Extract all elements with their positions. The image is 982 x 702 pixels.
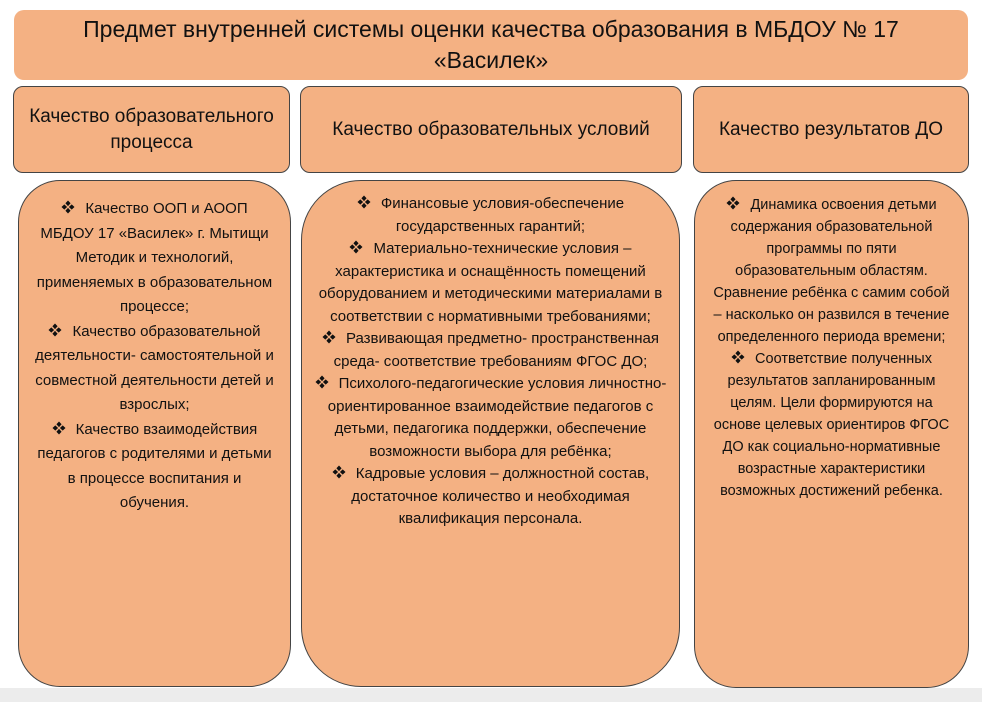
list-item	[312, 328, 669, 373]
content-box-conditions	[301, 180, 680, 687]
list-item	[312, 238, 669, 328]
list-item-text: Развивающая предметно- пространственная среда- соответствие требованиям ФГОС ДО;	[333, 330, 659, 370]
list-item-text: Динамика освоения детьми содержания образовательной программы по пяти образовательным областям. Сравнение ребёнка с самим собой – насколько он развился в течение определенного периода времени;	[713, 197, 950, 345]
list-item-text: Качество взаимодействия педагогов с родителями и детьми в процессе воспитания и обучения.	[37, 420, 272, 511]
header-conditions-quality-text: Качество образовательных условий	[332, 118, 650, 140]
list-item-text: Соответствие полученных результатов запланированным целям. Цели формируются на основе целевых ориентиров ФГОС ДО как социально-нормативные возрастные характеристики возможных достижений ребенка.	[713, 351, 950, 499]
diamond-bullet-icon	[315, 375, 329, 389]
list-item-text: Психолого-педагогические условия личностно-ориентированное взаимодействие педагогов с детьми, педагогика поддержки, обеспечение возможности выбора для ребёнка;	[327, 375, 667, 460]
content-box-results	[694, 180, 969, 688]
list-item-text: Качество образовательной деятельности- самостоятельной и совместной деятельности детей и взрослых;	[35, 322, 274, 413]
header-results-quality-text: Качество результатов ДО	[718, 118, 944, 140]
header-process-quality-text: Качество образовательного процесса	[29, 105, 274, 153]
diamond-bullet-icon	[726, 196, 740, 210]
title-box	[14, 10, 968, 80]
header-results-quality	[693, 86, 969, 173]
diamond-bullet-icon	[52, 421, 66, 435]
list-item-text: Качество ООП и АООП МБДОУ 17 «Василек» г. Мытищи Методик и технологий, применяемых в образовательном процессе;	[36, 200, 273, 315]
list-item-text: Материально-технические условия – характеристика и оснащённость помещений оборудованием и методическими материалами в соответствии с нормативными требованиями;	[318, 240, 663, 325]
header-conditions-quality	[300, 86, 682, 173]
list-item	[713, 194, 950, 348]
diamond-bullet-icon	[357, 195, 371, 209]
diamond-bullet-icon	[48, 323, 62, 337]
diamond-bullet-icon	[332, 465, 346, 479]
list-item	[312, 373, 669, 463]
bottom-bar	[0, 688, 982, 702]
header-process-quality	[13, 86, 290, 173]
diamond-bullet-icon	[731, 350, 745, 364]
list-item	[35, 197, 274, 320]
list-item	[312, 193, 669, 238]
list-item-text: Кадровые условия – должностной состав, достаточное количество и необходимая квалификация персонала.	[351, 465, 650, 527]
list-item	[713, 348, 950, 502]
diamond-bullet-icon	[322, 330, 336, 344]
list-item	[35, 418, 274, 516]
list-item-text: Финансовые условия-обеспечение государственных гарантий;	[380, 195, 625, 235]
content-box-process	[18, 180, 291, 687]
list-item	[35, 320, 274, 418]
list-item	[312, 463, 669, 531]
diagram-title: Предмет внутренней системы оценки качества образования в МБДОУ № 17 «Василек»	[83, 16, 899, 73]
diamond-bullet-icon	[349, 240, 363, 254]
diamond-bullet-icon	[61, 200, 75, 214]
